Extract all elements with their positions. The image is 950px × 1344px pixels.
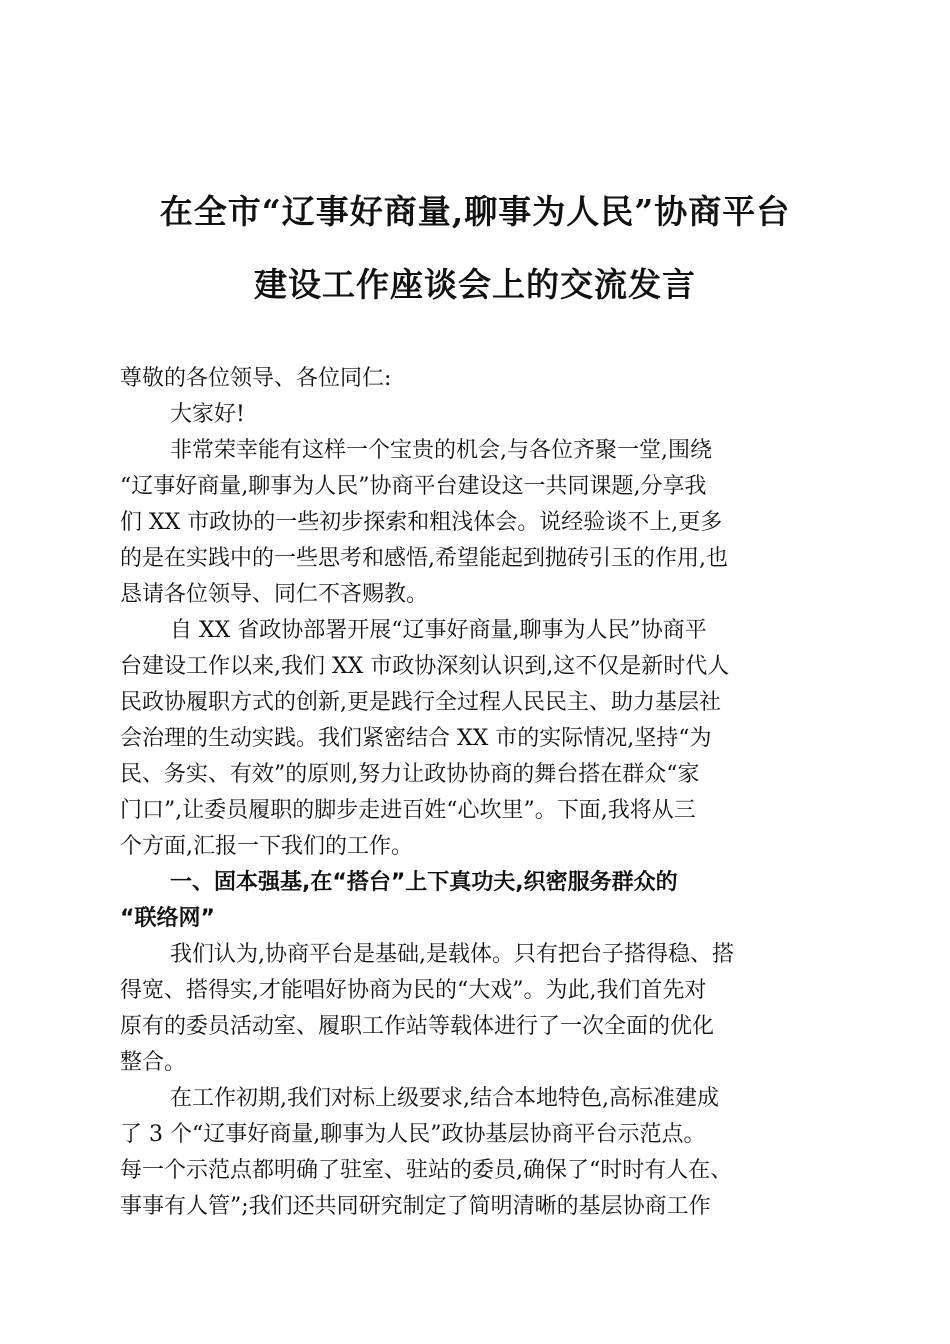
paragraph-line: 每一个示范点都明确了驻室、驻站的委员,确保了“时时有人在、 (120, 1158, 733, 1183)
paragraph-line: “辽事好商量,聊事为人民”协商平台建设这一共同课题,分享我 (120, 474, 707, 499)
paragraph-line: 民、务实、有效”的原则,努力让政协协商的舞台搭在群众“家 (120, 762, 700, 787)
paragraph-line: 非常荣幸能有这样一个宝贵的机会,与各位齐聚一堂,围绕 (170, 438, 712, 463)
salutation-text: 尊敬的各位领导、各位同仁: (120, 366, 392, 391)
paragraph-line: 民政协履职方式的创新,更是践行全过程人民民主、助力基层社 (120, 690, 721, 715)
paragraph-line: 事事有人管”;我们还共同研究制定了简明清晰的基层协商工作 (120, 1194, 711, 1219)
paragraph-line: 们 XX 市政协的一些初步探索和粗浅体会。说经验谈不上,更多 (120, 510, 723, 535)
heading-line: “联络网” (120, 906, 215, 931)
title-line-2: 建设工作座谈会上的交流发言 (254, 265, 696, 304)
salutation (120, 361, 826, 397)
paragraph-line: 门口”,让委员履职的脚步走进百姓“心坎里”。下面,我将从三 (120, 798, 696, 823)
paragraph-3 (120, 937, 826, 1081)
document-body (120, 361, 826, 1225)
paragraph-line: 个方面,汇报一下我们的工作。 (120, 834, 413, 859)
greeting-text: 大家好! (170, 402, 245, 427)
paragraph-2 (120, 613, 826, 865)
paragraph-line: 我们认为,协商平台是基础,是载体。只有把台子搭得稳、搭 (170, 942, 734, 967)
paragraph-line: 整合。 (120, 1050, 187, 1075)
paragraph-line: 在工作初期,我们对标上级要求,结合本地特色,高标准建成 (170, 1086, 719, 1111)
document-title (80, 192, 870, 338)
paragraph-line: 原有的委员活动室、履职工作站等载体进行了一次全面的优化 (120, 1014, 715, 1039)
paragraph-line: 了 3 个“辽事好商量,聊事为人民”政协基层协商平台示范点。 (120, 1122, 706, 1147)
paragraph-line: 台建设工作以来,我们 XX 市政协深刻认识到,这不仅是新时代人 (120, 654, 730, 679)
heading-line: 一、固本强基,在“搭台”上下真功夫,织密服务群众的 (170, 870, 678, 895)
paragraph-line: 的是在实践中的一些思考和感悟,希望能起到抛砖引玉的作用,也 (120, 546, 728, 571)
paragraph-4 (120, 1081, 826, 1225)
section-heading-1 (120, 865, 826, 937)
paragraph-line: 自 XX 省政协部署开展“辽事好商量,聊事为人民”协商平 (170, 618, 707, 643)
paragraph-1 (120, 433, 826, 613)
paragraph-line: 得宽、搭得实,才能唱好协商为民的“大戏”。为此,我们首先对 (120, 978, 707, 1003)
paragraph-line: 会治理的生动实践。我们紧密结合 XX 市的实际情况,坚持“为 (120, 726, 712, 751)
title-line-1: 在全市“辽事好商量,聊事为人民”协商平台 (159, 192, 791, 231)
paragraph-line: 恳请各位领导、同仁不吝赐教。 (120, 582, 429, 607)
greeting (120, 397, 826, 433)
